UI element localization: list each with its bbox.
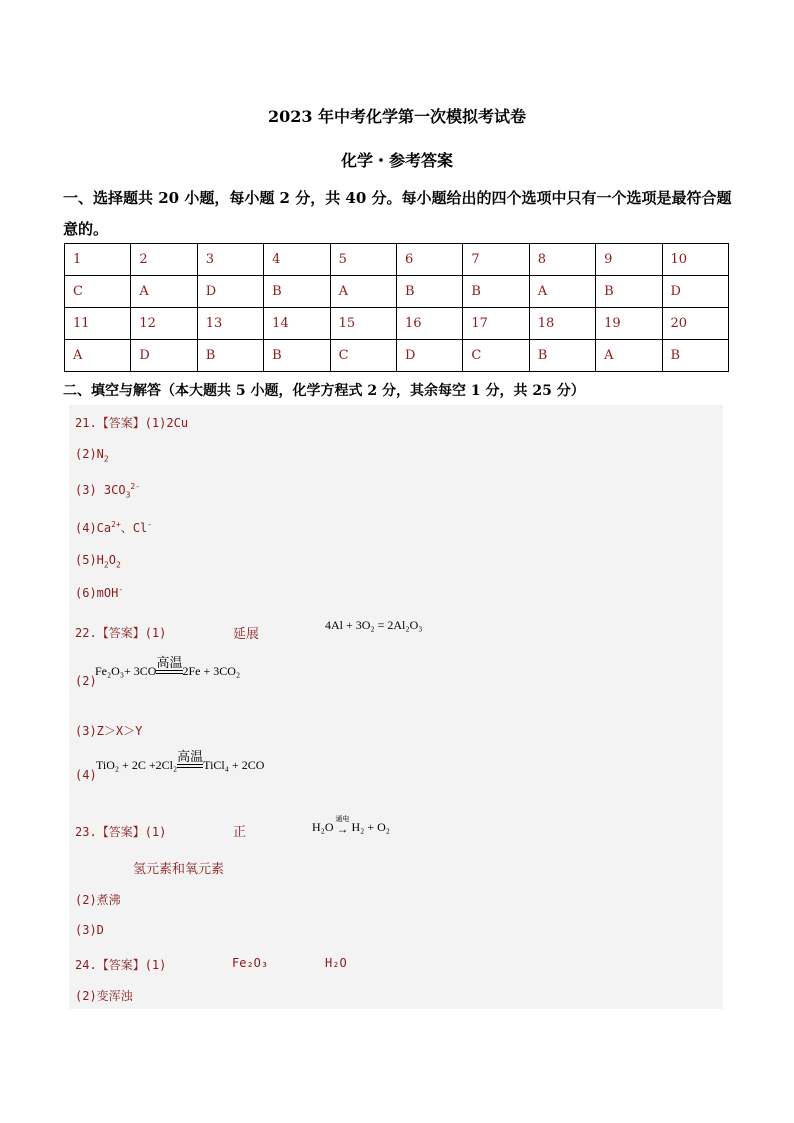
answer-text: (5)H <box>75 553 104 567</box>
table-cell: B <box>396 276 462 308</box>
table-cell: 11 <box>65 308 131 340</box>
question-number: 21. <box>75 416 97 430</box>
subscript: 3 <box>125 490 131 500</box>
table-cell: 8 <box>529 244 595 276</box>
answer-text: 、Cl <box>120 521 148 535</box>
table-cell: 1 <box>65 244 131 276</box>
answer-text: (4) <box>75 768 97 782</box>
table-cell: D <box>131 340 197 372</box>
section-2-heading: 二、填空与解答（本大题共 5 小题，化学方程式 2 分，其余每空 1 分，共 25 分） <box>63 383 585 399</box>
q21-line-4 <box>75 519 152 536</box>
q22-line-4 <box>75 768 97 782</box>
q21-line-3 <box>75 482 140 499</box>
answer-text: (1) <box>144 626 167 640</box>
equation-right: H₂ + O₂ <box>351 820 390 834</box>
condition-text: 通电 <box>335 815 350 823</box>
equation-left: TiO₂ + 2C +2Cl₂ <box>96 758 178 772</box>
table-row <box>65 308 729 340</box>
table-cell: B <box>662 340 728 372</box>
q21-line-2 <box>75 447 109 463</box>
q22-answer-word: 延展 <box>233 627 260 642</box>
answer-text: O <box>108 553 116 567</box>
q22-line-1 <box>75 624 166 641</box>
answer-text: (3) 3CO <box>75 483 126 497</box>
q23-answer-word: 正 <box>233 825 247 840</box>
table-cell: 20 <box>662 308 728 340</box>
equation-right: 2Fe + 3CO₂ <box>182 664 241 678</box>
reaction-condition <box>177 751 203 773</box>
table-cell: 12 <box>131 308 197 340</box>
table-cell: 14 <box>264 308 330 340</box>
q24-line-2 <box>75 987 133 1004</box>
subscript: 2 <box>115 560 121 570</box>
table-cell: D <box>662 276 728 308</box>
table-row <box>65 276 729 308</box>
table-cell: B <box>463 276 529 308</box>
q22-equation-1: 4Al + 3O₂ = 2Al₂O₃ <box>325 618 423 632</box>
table-row <box>65 244 729 276</box>
answer-bracket: 【答案】 <box>96 416 145 430</box>
table-cell: A <box>529 276 595 308</box>
table-cell: 18 <box>529 308 595 340</box>
table-cell: 9 <box>596 244 662 276</box>
q24-answer-word: Fe₂O₃ <box>232 956 269 970</box>
superscript: - <box>118 585 124 594</box>
table-cell: 6 <box>396 244 462 276</box>
condition-text: 高温 <box>156 656 183 671</box>
arrow-icon: → <box>336 822 349 836</box>
answer-text: (4)Ca <box>75 521 112 535</box>
table-cell: D <box>396 340 462 372</box>
table-cell: A <box>65 340 131 372</box>
question-number: 23. <box>75 825 97 839</box>
q22-line-2 <box>75 674 97 688</box>
question-number: 22. <box>75 626 97 640</box>
table-cell: C <box>463 340 529 372</box>
page-subtitle: 化学・参考答案 <box>340 151 453 170</box>
q21-line-1 <box>75 414 188 431</box>
answer-bracket: 【答案】 <box>96 958 145 972</box>
answer-text: (3)Z＞X＞Y <box>75 724 143 738</box>
table-cell: 4 <box>264 244 330 276</box>
equation-right: TiCl₄ + 2CO <box>203 758 265 772</box>
table-cell: B <box>596 276 662 308</box>
table-cell: D <box>197 276 263 308</box>
answer-text: (2)变浑浊 <box>75 989 133 1003</box>
table-cell: A <box>131 276 197 308</box>
table-cell: 19 <box>596 308 662 340</box>
superscript: 2+ <box>111 520 121 529</box>
table-cell: A <box>330 276 396 308</box>
superscript: - <box>147 520 153 529</box>
q21-line-6 <box>75 585 123 600</box>
answer-text: (3)D <box>75 923 104 937</box>
q23-equation-1 <box>312 816 390 835</box>
page-title: 2023 年中考化学第一次模拟考试卷 <box>267 107 527 126</box>
table-cell: 3 <box>197 244 263 276</box>
table-cell: A <box>596 340 662 372</box>
answer-bracket: 【答案】 <box>96 825 145 839</box>
answer-text: (1) <box>144 958 167 972</box>
q22-equation-2 <box>95 657 240 679</box>
subscript: 2 <box>103 560 109 570</box>
q23-answer-word-2: 氢元素和氧元素 <box>133 862 225 877</box>
answer-table <box>64 243 729 372</box>
q24-answer-word-2: H₂O <box>325 956 347 970</box>
q23-line-2 <box>75 891 121 908</box>
answer-text: (2)N <box>75 447 104 461</box>
equation-left: Fe₂O₃+ 3CO <box>95 664 157 678</box>
q23-line-1 <box>75 823 166 840</box>
reaction-condition <box>336 816 350 835</box>
answer-text: (2) <box>75 674 97 688</box>
equation-left: H₂O <box>312 820 334 834</box>
table-row <box>65 340 729 372</box>
q22-equation-4 <box>96 751 264 773</box>
table-cell: 17 <box>463 308 529 340</box>
condition-text: 高温 <box>177 750 204 765</box>
table-cell: 16 <box>396 308 462 340</box>
table-cell: C <box>330 340 396 372</box>
answer-bracket: 【答案】 <box>96 626 145 640</box>
table-cell: B <box>264 340 330 372</box>
section-1-heading: 一、选择题共 20 小题，每小题 2 分，共 40 分。每小题给出的四个选项中只有一个选项是最符合题意的。 <box>63 189 732 238</box>
answer-text: (2)煮沸 <box>75 893 121 907</box>
table-cell: 13 <box>197 308 263 340</box>
table-cell: C <box>65 276 131 308</box>
q24-line-1 <box>75 956 166 973</box>
answer-block <box>69 405 723 1009</box>
answer-text: (6)mOH <box>75 586 119 600</box>
q23-line-3 <box>75 923 104 937</box>
table-cell: B <box>197 340 263 372</box>
q22-line-3 <box>75 722 142 739</box>
question-number: 24. <box>75 958 97 972</box>
superscript: 2- <box>130 482 141 491</box>
table-cell: 2 <box>131 244 197 276</box>
table-cell: B <box>529 340 595 372</box>
table-cell: 10 <box>662 244 728 276</box>
table-cell: 15 <box>330 308 396 340</box>
q21-line-5 <box>75 553 121 569</box>
table-cell: B <box>264 276 330 308</box>
table-cell: 7 <box>463 244 529 276</box>
answer-text: (1) <box>144 825 167 839</box>
subscript: 2 <box>103 454 109 464</box>
answer-text: (1)2Cu <box>144 416 189 430</box>
table-cell: 5 <box>330 244 396 276</box>
reaction-condition <box>156 657 182 679</box>
